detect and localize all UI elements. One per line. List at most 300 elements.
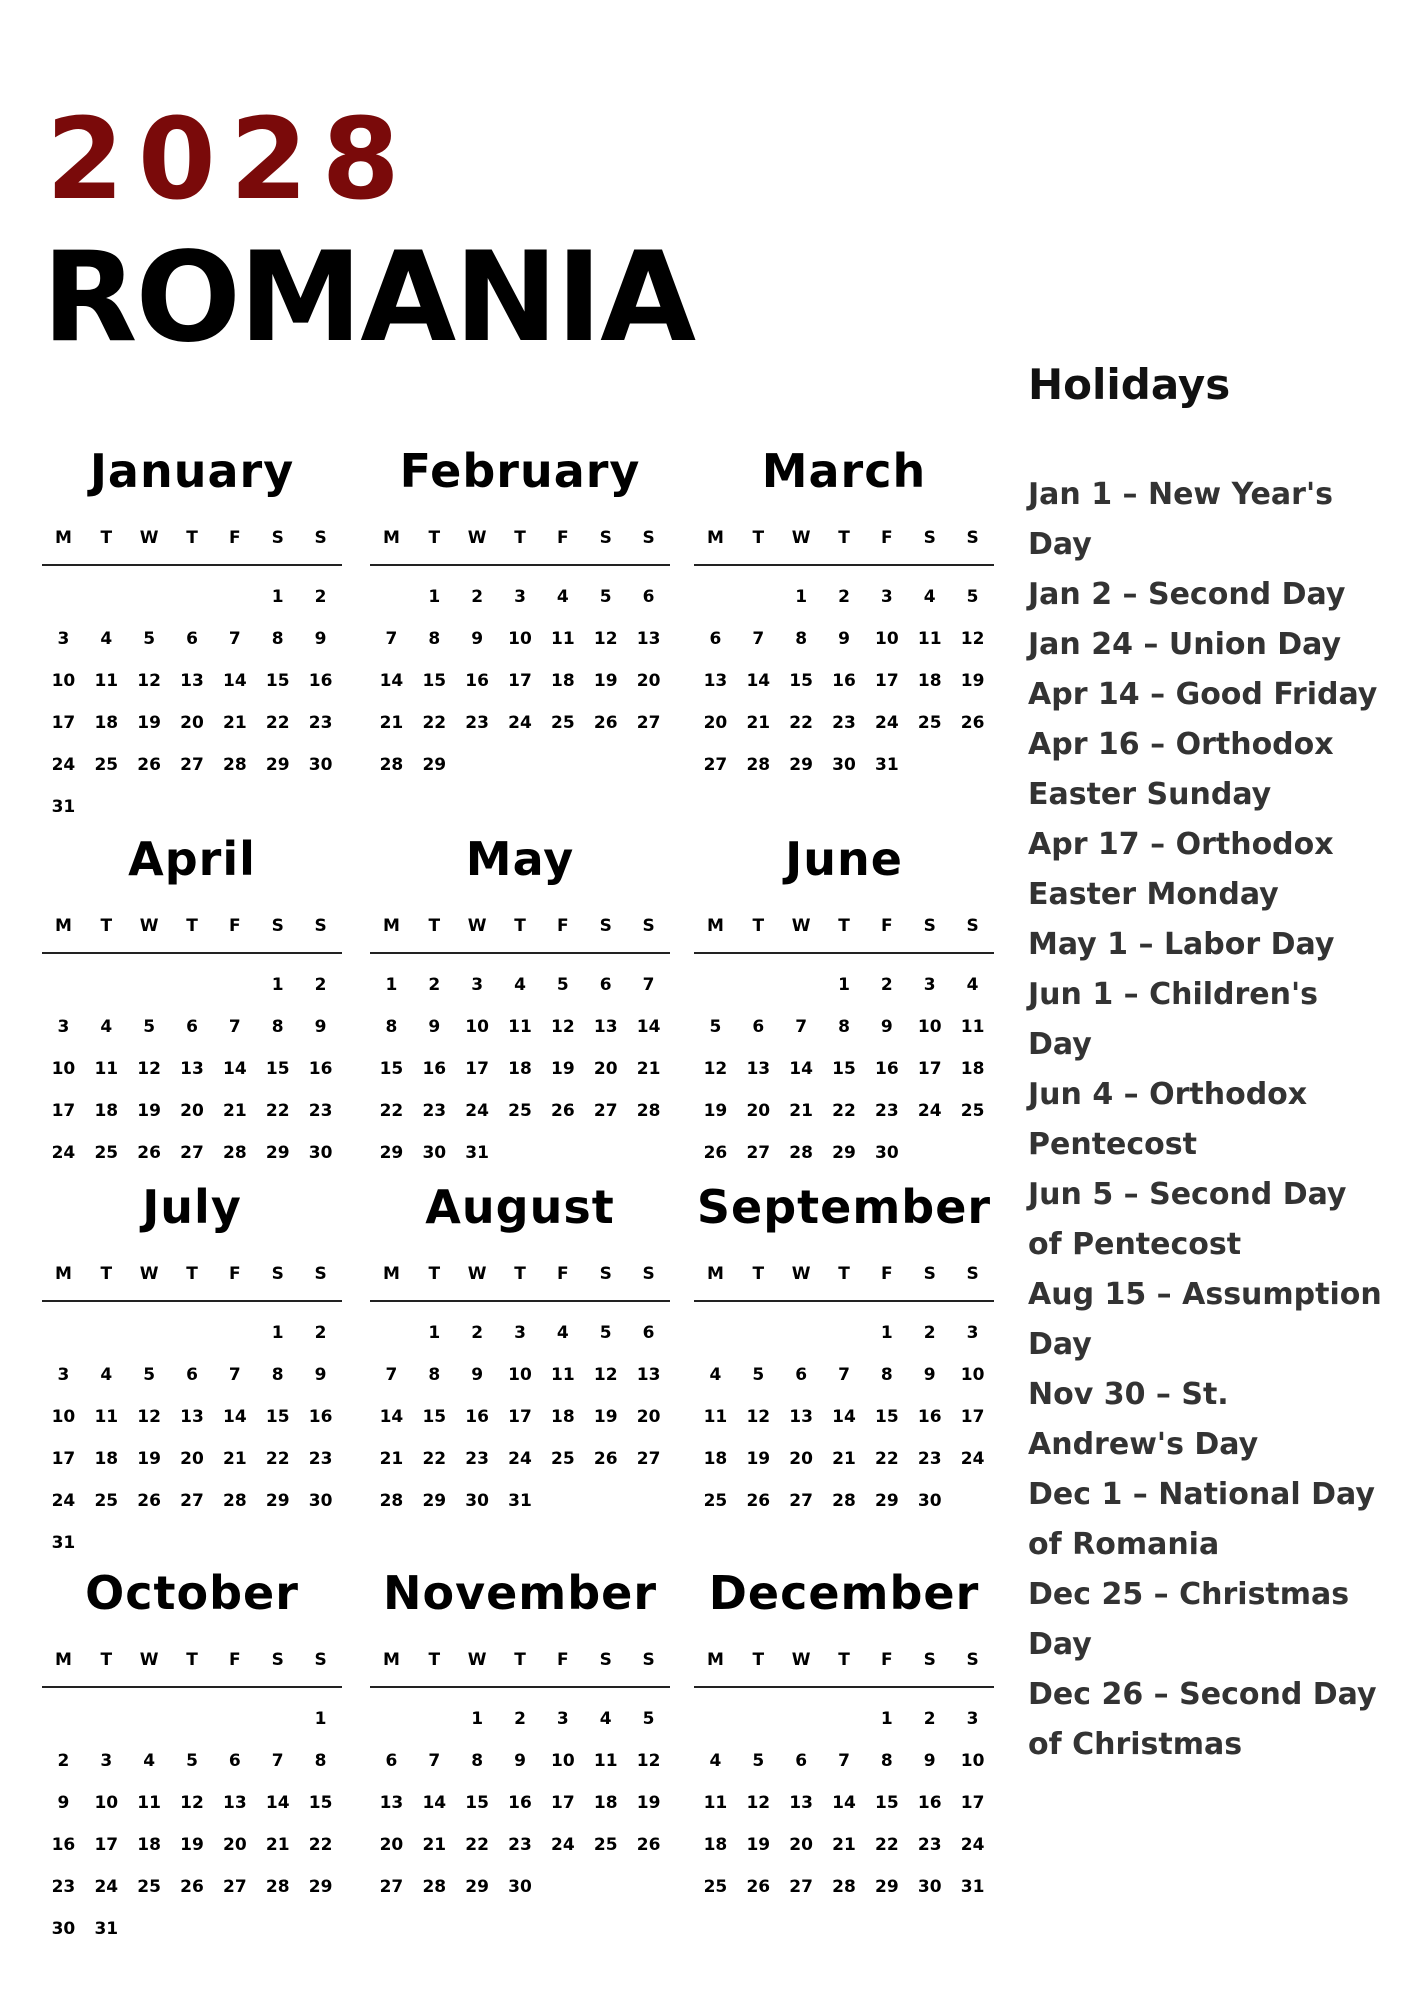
day-cell: 20 (180, 1449, 204, 1469)
day-cell: 28 (636, 1101, 661, 1121)
day-cell: 16 (308, 1407, 333, 1427)
day-cell: 28 (789, 1143, 813, 1163)
day-cell: 16 (832, 671, 856, 691)
day-cell: 5 (143, 1017, 156, 1037)
day-cell: 7 (271, 1751, 284, 1771)
weekday-label: T (100, 528, 113, 548)
month-july (42, 1180, 342, 1564)
weekday-label: W (791, 1650, 811, 1670)
day-cell: 28 (223, 1143, 247, 1163)
day-cell: 27 (636, 1449, 661, 1469)
day-grid (370, 1698, 670, 1908)
day-cell: 28 (832, 1877, 856, 1897)
day-cell: 29 (265, 1143, 290, 1163)
day-cell: 5 (186, 1751, 198, 1771)
divider (42, 1686, 342, 1688)
day-cell: 15 (422, 1407, 447, 1427)
day-cell: 13 (379, 1793, 404, 1813)
day-cell: 22 (379, 1101, 404, 1121)
weekday-label: S (923, 528, 936, 548)
day-cell: 4 (709, 1751, 722, 1771)
day-cell: 17 (51, 1449, 76, 1469)
holiday-item: Jun 1 – Children's Day (1028, 977, 1319, 1062)
day-cell: 13 (636, 1365, 661, 1385)
day-cell: 6 (186, 629, 198, 649)
divider (694, 1300, 994, 1302)
day-cell: 21 (746, 713, 771, 733)
day-cell: 21 (832, 1449, 856, 1469)
day-cell: 19 (593, 671, 618, 691)
holiday-item: Nov 30 – St. Andrew's Day (1028, 1377, 1259, 1462)
day-cell: 14 (636, 1017, 661, 1037)
day-grid (370, 964, 670, 1174)
weekday-label: S (642, 916, 655, 936)
day-cell: 23 (308, 1449, 333, 1469)
day-cell: 7 (838, 1365, 850, 1385)
weekday-header (370, 914, 670, 938)
weekday-label: F (229, 1264, 241, 1284)
day-cell: 7 (385, 629, 398, 649)
day-cell: 19 (137, 1449, 161, 1469)
holidays-title: Holidays (1028, 360, 1231, 409)
weekday-header (694, 1648, 994, 1672)
day-cell: 29 (379, 1143, 404, 1163)
month-name: August (425, 1180, 615, 1234)
day-cell: 13 (180, 1059, 204, 1079)
day-cell: 18 (593, 1793, 618, 1813)
day-cell: 19 (636, 1793, 661, 1813)
day-cell: 27 (223, 1877, 247, 1897)
month-name: March (761, 444, 927, 498)
day-cell: 25 (703, 1491, 728, 1511)
day-cell: 19 (746, 1449, 771, 1469)
day-cell: 2 (514, 1709, 526, 1729)
day-cell: 17 (551, 1793, 575, 1813)
day-cell: 26 (636, 1835, 661, 1855)
day-cell: 21 (832, 1835, 856, 1855)
day-cell: 10 (508, 1365, 532, 1385)
day-cell: 12 (137, 1407, 161, 1427)
day-cell: 26 (593, 1449, 618, 1469)
day-cell: 13 (593, 1017, 618, 1037)
weekday-label: S (314, 1650, 327, 1670)
day-cell: 22 (422, 713, 447, 733)
day-cell: 18 (94, 1449, 119, 1469)
day-cell: 25 (94, 1491, 119, 1511)
day-cell: 27 (180, 755, 204, 775)
day-cell: 13 (746, 1059, 771, 1079)
day-cell: 4 (143, 1751, 156, 1771)
day-cell: 7 (642, 975, 655, 995)
day-cell: 17 (508, 1407, 532, 1427)
day-cell: 30 (308, 1491, 333, 1511)
month-february (370, 444, 670, 786)
day-cell: 27 (180, 1491, 204, 1511)
day-cell: 24 (508, 1449, 532, 1469)
day-cell: 17 (51, 1101, 76, 1121)
day-cell: 21 (223, 1449, 247, 1469)
weekday-label: F (229, 1650, 241, 1670)
day-cell: 26 (137, 1491, 161, 1511)
day-cell: 14 (223, 1407, 247, 1427)
day-cell: 23 (508, 1835, 532, 1855)
day-cell: 11 (917, 629, 942, 649)
day-cell: 29 (465, 1877, 489, 1897)
day-cell: 24 (508, 713, 532, 733)
day-cell: 17 (51, 713, 76, 733)
day-cell: 3 (57, 1365, 70, 1385)
day-cell: 10 (551, 1751, 575, 1771)
day-cell: 25 (508, 1101, 532, 1121)
day-cell: 19 (746, 1835, 771, 1855)
weekday-label: T (100, 1264, 113, 1284)
day-cell: 30 (308, 755, 333, 775)
holiday-item: Dec 25 – Christmas Day (1028, 1577, 1350, 1662)
weekday-label: S (271, 528, 284, 548)
month-name: November (382, 1566, 658, 1620)
weekday-label: M (54, 916, 72, 936)
day-cell: 5 (143, 629, 156, 649)
day-cell: 23 (465, 1449, 489, 1469)
day-cell: 8 (428, 629, 441, 649)
day-cell: 15 (308, 1793, 333, 1813)
day-cell: 7 (228, 1017, 241, 1037)
day-cell: 18 (703, 1835, 728, 1855)
day-cell: 26 (137, 1143, 161, 1163)
day-cell: 30 (51, 1919, 76, 1939)
weekday-header (42, 914, 342, 938)
holiday-item: Apr 17 – Orthodox Easter Monday (1028, 827, 1334, 912)
day-cell: 26 (746, 1491, 771, 1511)
day-cell: 29 (789, 755, 813, 775)
day-cell: 24 (551, 1835, 575, 1855)
day-cell: 15 (379, 1059, 404, 1079)
day-cell: 14 (265, 1793, 290, 1813)
weekday-label: M (706, 916, 724, 936)
day-cell: 23 (308, 713, 333, 733)
day-cell: 2 (471, 1323, 484, 1343)
weekday-label: T (186, 1264, 198, 1284)
day-cell: 11 (593, 1751, 618, 1771)
day-cell: 17 (465, 1059, 489, 1079)
holidays-panel (1028, 360, 1388, 1770)
day-cell: 1 (428, 1323, 441, 1343)
day-cell: 30 (465, 1491, 489, 1511)
day-cell: 13 (636, 629, 661, 649)
day-cell: 6 (228, 1751, 241, 1771)
day-cell: 25 (593, 1835, 618, 1855)
day-cell: 17 (960, 1407, 985, 1427)
day-cell: 20 (636, 1407, 661, 1427)
day-cell: 8 (838, 1017, 850, 1037)
day-cell: 8 (795, 629, 808, 649)
day-cell: 4 (709, 1365, 722, 1385)
weekday-label: F (557, 1264, 569, 1284)
month-march (694, 444, 994, 786)
weekday-label: M (706, 1264, 724, 1284)
weekday-label: M (706, 1650, 724, 1670)
day-cell: 4 (100, 1017, 113, 1037)
day-cell: 6 (709, 629, 722, 649)
day-cell: 20 (703, 713, 728, 733)
day-cell: 25 (94, 1143, 119, 1163)
day-cell: 5 (752, 1365, 765, 1385)
month-september (694, 1180, 994, 1522)
weekday-header (370, 1262, 670, 1286)
day-cell: 1 (880, 1709, 893, 1729)
day-cell: 1 (271, 1323, 284, 1343)
day-cell: 4 (599, 1709, 612, 1729)
day-cell: 18 (703, 1449, 728, 1469)
day-cell: 15 (789, 671, 813, 691)
day-cell: 1 (271, 975, 284, 995)
day-cell: 27 (746, 1143, 771, 1163)
day-cell: 22 (265, 713, 290, 733)
day-cell: 12 (960, 629, 985, 649)
day-cell: 9 (57, 1793, 70, 1813)
day-cell: 4 (514, 975, 526, 995)
day-cell: 18 (137, 1835, 161, 1855)
day-cell: 8 (271, 1017, 284, 1037)
day-cell: 4 (100, 629, 113, 649)
divider (370, 1300, 670, 1302)
weekday-label: S (642, 1650, 655, 1670)
weekday-label: T (514, 1650, 526, 1670)
day-cell: 31 (94, 1919, 119, 1939)
weekday-label: M (382, 528, 400, 548)
day-cell: 5 (709, 1017, 722, 1037)
day-cell: 22 (465, 1835, 489, 1855)
day-cell: 25 (94, 755, 119, 775)
day-cell: 31 (465, 1143, 489, 1163)
month-name: January (89, 444, 295, 498)
day-cell: 10 (51, 1059, 76, 1079)
day-cell: 6 (795, 1365, 808, 1385)
day-cell: 12 (593, 629, 618, 649)
day-cell: 8 (271, 629, 284, 649)
day-cell: 2 (923, 1709, 936, 1729)
weekday-header (370, 526, 670, 550)
holiday-item: Dec 1 – National Day of Romania (1028, 1477, 1375, 1562)
day-cell: 7 (228, 629, 241, 649)
weekday-label: W (791, 1264, 811, 1284)
day-cell: 22 (789, 713, 813, 733)
day-cell: 15 (832, 1059, 856, 1079)
day-cell: 6 (186, 1365, 198, 1385)
weekday-label: F (557, 528, 569, 548)
holiday-item: Jan 24 – Union Day (1028, 627, 1342, 662)
day-cell: 14 (789, 1059, 813, 1079)
day-cell: 21 (223, 1101, 247, 1121)
weekday-label: S (271, 1650, 284, 1670)
holiday-item: May 1 – Labor Day (1028, 927, 1335, 962)
day-cell: 14 (422, 1793, 447, 1813)
day-cell: 17 (917, 1059, 942, 1079)
weekday-label: T (838, 1264, 850, 1284)
day-cell: 16 (917, 1793, 942, 1813)
day-cell: 10 (875, 629, 899, 649)
day-cell: 8 (271, 1365, 284, 1385)
day-cell: 11 (94, 671, 119, 691)
month-june (694, 832, 994, 1174)
day-cell: 12 (180, 1793, 204, 1813)
day-cell: 5 (556, 975, 569, 995)
month-name: December (708, 1566, 980, 1620)
day-cell: 23 (422, 1101, 447, 1121)
day-cell: 19 (137, 1101, 161, 1121)
day-cell: 8 (880, 1751, 893, 1771)
day-cell: 12 (636, 1751, 661, 1771)
day-cell: 30 (917, 1491, 942, 1511)
day-grid (42, 964, 342, 1174)
day-cell: 18 (94, 713, 119, 733)
day-cell: 10 (465, 1017, 489, 1037)
weekday-label: F (881, 1264, 893, 1284)
day-cell: 31 (960, 1877, 985, 1897)
day-cell: 13 (180, 671, 204, 691)
holiday-item: Dec 26 – Second Day of Christmas (1028, 1677, 1377, 1762)
day-cell: 2 (838, 587, 850, 607)
weekday-label: W (467, 916, 487, 936)
day-grid (42, 576, 342, 828)
day-cell: 10 (51, 671, 76, 691)
day-cell: 9 (314, 1365, 327, 1385)
day-cell: 11 (137, 1793, 161, 1813)
day-cell: 1 (271, 587, 284, 607)
day-cell: 30 (875, 1143, 899, 1163)
day-cell: 20 (180, 1101, 204, 1121)
weekday-label: M (382, 1264, 400, 1284)
day-cell: 29 (308, 1877, 333, 1897)
day-cell: 12 (746, 1793, 771, 1813)
day-cell: 29 (422, 755, 447, 775)
holiday-item: Jan 1 – New Year's Day (1028, 477, 1333, 562)
holiday-item: Apr 16 – Orthodox Easter Sunday (1028, 727, 1334, 812)
day-cell: 27 (180, 1143, 204, 1163)
weekday-label: T (752, 1650, 765, 1670)
weekday-label: W (467, 528, 487, 548)
day-cell: 3 (880, 587, 893, 607)
day-cell: 17 (508, 671, 532, 691)
day-cell: 25 (551, 713, 575, 733)
day-cell: 26 (593, 713, 618, 733)
day-cell: 28 (746, 755, 771, 775)
day-cell: 13 (223, 1793, 247, 1813)
day-cell: 15 (875, 1793, 899, 1813)
day-cell: 21 (379, 1449, 404, 1469)
divider (694, 952, 994, 954)
divider (42, 952, 342, 954)
day-cell: 10 (508, 629, 532, 649)
day-cell: 24 (51, 1491, 76, 1511)
day-cell: 3 (57, 1017, 70, 1037)
day-cell: 7 (752, 629, 765, 649)
day-cell: 22 (422, 1449, 447, 1469)
day-cell: 31 (51, 1533, 76, 1553)
day-cell: 7 (228, 1365, 241, 1385)
day-cell: 11 (703, 1793, 728, 1813)
day-cell: 15 (265, 1407, 290, 1427)
day-cell: 14 (379, 671, 404, 691)
day-cell: 11 (94, 1059, 119, 1079)
day-cell: 22 (875, 1835, 899, 1855)
month-may (370, 832, 670, 1174)
day-cell: 16 (51, 1835, 76, 1855)
weekday-label: F (557, 1650, 569, 1670)
day-cell: 13 (180, 1407, 204, 1427)
day-cell: 17 (94, 1835, 119, 1855)
day-cell: 31 (508, 1491, 532, 1511)
day-cell: 23 (832, 713, 856, 733)
day-cell: 11 (551, 629, 575, 649)
day-cell: 22 (265, 1449, 290, 1469)
day-cell: 21 (379, 713, 404, 733)
weekday-label: S (923, 916, 936, 936)
day-cell: 1 (880, 1323, 893, 1343)
day-cell: 22 (875, 1449, 899, 1469)
weekday-label: W (467, 1650, 487, 1670)
day-cell: 8 (314, 1751, 327, 1771)
holiday-item: Jun 5 – Second Day of Pentecost (1028, 1177, 1347, 1262)
day-grid (694, 576, 994, 786)
weekday-label: S (271, 1264, 284, 1284)
day-cell: 3 (471, 975, 484, 995)
weekday-label: W (791, 528, 811, 548)
day-cell: 9 (838, 629, 850, 649)
day-grid (694, 964, 994, 1174)
day-cell: 3 (100, 1751, 113, 1771)
weekday-label: W (139, 1650, 159, 1670)
weekday-label: F (881, 916, 893, 936)
weekday-label: S (923, 1264, 936, 1284)
day-cell: 3 (923, 975, 936, 995)
day-cell: 25 (703, 1877, 728, 1897)
month-october (42, 1566, 342, 1950)
day-cell: 24 (875, 713, 899, 733)
day-cell: 31 (51, 797, 76, 817)
day-cell: 12 (703, 1059, 728, 1079)
holiday-item: Jun 4 – Orthodox Pentecost (1028, 1077, 1308, 1162)
divider (694, 564, 994, 566)
weekday-label: M (54, 528, 72, 548)
day-cell: 28 (223, 1491, 247, 1511)
day-cell: 20 (789, 1449, 813, 1469)
day-cell: 3 (514, 1323, 526, 1343)
weekday-label: T (514, 1264, 526, 1284)
day-cell: 11 (703, 1407, 728, 1427)
country-heading: ROMANIA (42, 226, 695, 370)
month-april (42, 832, 342, 1174)
divider (42, 1300, 342, 1302)
weekday-header (694, 526, 994, 550)
day-cell: 3 (966, 1709, 979, 1729)
day-cell: 27 (789, 1491, 813, 1511)
weekday-label: S (923, 1650, 936, 1670)
day-cell: 2 (314, 587, 327, 607)
holiday-item: Aug 15 – Assumption Day (1028, 1277, 1382, 1362)
weekday-header (694, 1262, 994, 1286)
day-cell: 17 (875, 671, 899, 691)
day-cell: 5 (752, 1751, 765, 1771)
day-cell: 22 (308, 1835, 333, 1855)
day-cell: 24 (465, 1101, 489, 1121)
day-cell: 27 (379, 1877, 404, 1897)
divider (370, 564, 670, 566)
month-name: May (465, 832, 575, 886)
day-cell: 30 (422, 1143, 447, 1163)
weekday-label: F (881, 528, 893, 548)
day-cell: 9 (880, 1017, 893, 1037)
